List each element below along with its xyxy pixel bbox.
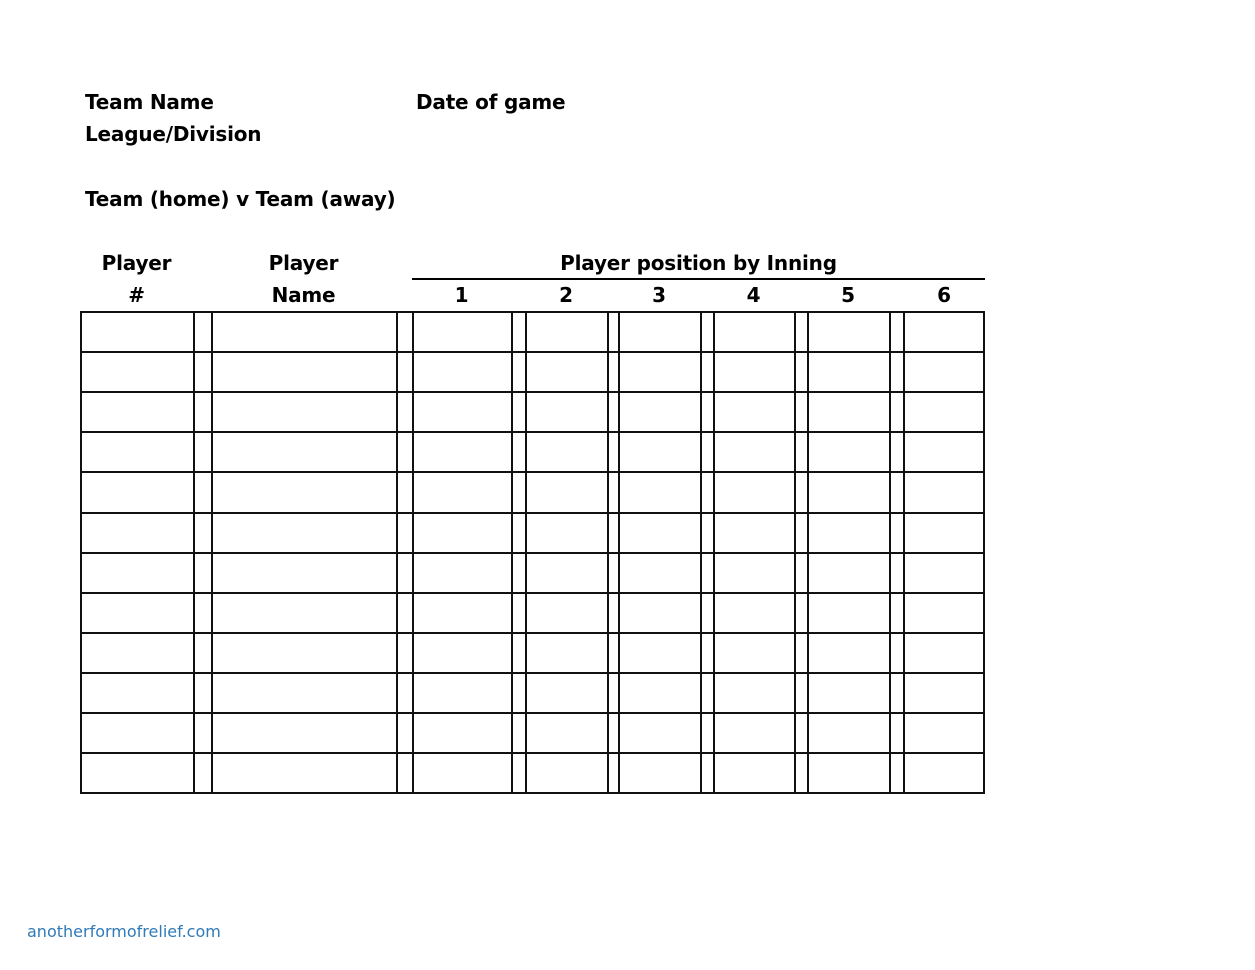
inning-3-cell[interactable] <box>620 674 700 712</box>
inning-3-cell[interactable] <box>620 514 700 552</box>
inning-4-cell[interactable] <box>715 433 794 471</box>
inning-4-cell[interactable] <box>715 554 794 592</box>
matchup-label: Team (home) v Team (away) <box>85 187 396 211</box>
player-number-header-line2: # <box>128 283 145 307</box>
inning-2-cell[interactable] <box>527 634 607 672</box>
inning-6-cell[interactable] <box>905 393 983 431</box>
inning-4-cell[interactable] <box>715 313 794 351</box>
inning-1-cell[interactable] <box>414 714 511 752</box>
inning-5-cell[interactable] <box>809 674 889 712</box>
player-number-header-line1: Player <box>101 251 172 275</box>
inning-4-cell[interactable] <box>715 754 794 792</box>
inning-5-header: 5 <box>841 283 855 307</box>
player-number-cell[interactable] <box>82 594 193 632</box>
player-name-cell[interactable] <box>213 473 396 511</box>
inning-6-cell[interactable] <box>905 674 983 712</box>
inning-6-cell[interactable] <box>905 634 983 672</box>
grid-column-line <box>511 311 513 794</box>
inning-4-cell[interactable] <box>715 514 794 552</box>
inning-5-cell[interactable] <box>809 754 889 792</box>
inning-3-cell[interactable] <box>620 313 700 351</box>
lineup-grid <box>80 311 985 792</box>
grid-column-line <box>396 311 398 794</box>
inning-5-cell[interactable] <box>809 433 889 471</box>
inning-2-cell[interactable] <box>527 674 607 712</box>
player-number-cell[interactable] <box>82 514 193 552</box>
inning-6-cell[interactable] <box>905 313 983 351</box>
inning-5-cell[interactable] <box>809 634 889 672</box>
player-name-cell[interactable] <box>213 754 396 792</box>
player-name-cell[interactable] <box>213 353 396 391</box>
inning-2-cell[interactable] <box>527 473 607 511</box>
grid-row-line <box>80 792 985 794</box>
inning-1-cell[interactable] <box>414 674 511 712</box>
inning-6-header: 6 <box>937 283 951 307</box>
grid-column-line <box>193 311 195 794</box>
inning-4-cell[interactable] <box>715 674 794 712</box>
player-number-cell[interactable] <box>82 714 193 752</box>
inning-2-cell[interactable] <box>527 754 607 792</box>
inning-1-cell[interactable] <box>414 313 511 351</box>
inning-1-cell[interactable] <box>414 754 511 792</box>
player-number-cell[interactable] <box>82 473 193 511</box>
player-number-cell[interactable] <box>82 433 193 471</box>
inning-1-cell[interactable] <box>414 634 511 672</box>
innings-group-rule <box>412 278 985 280</box>
inning-5-cell[interactable] <box>809 473 889 511</box>
inning-1-cell[interactable] <box>414 554 511 592</box>
inning-6-cell[interactable] <box>905 754 983 792</box>
player-name-header-line2: Name <box>271 283 336 307</box>
player-number-cell[interactable] <box>82 313 193 351</box>
inning-2-cell[interactable] <box>527 514 607 552</box>
grid-column-line <box>983 311 985 794</box>
inning-2-cell[interactable] <box>527 433 607 471</box>
player-name-cell[interactable] <box>213 393 396 431</box>
player-name-cell[interactable] <box>213 554 396 592</box>
inning-5-cell[interactable] <box>809 714 889 752</box>
inning-5-cell[interactable] <box>809 393 889 431</box>
inning-2-cell[interactable] <box>527 554 607 592</box>
inning-1-header: 1 <box>454 283 469 307</box>
inning-5-cell[interactable] <box>809 353 889 391</box>
inning-5-cell[interactable] <box>809 313 889 351</box>
inning-4-cell[interactable] <box>715 634 794 672</box>
grid-column-line <box>889 311 891 794</box>
inning-6-cell[interactable] <box>905 514 983 552</box>
player-name-cell[interactable] <box>213 433 396 471</box>
player-name-header-line1: Player <box>268 251 339 275</box>
player-number-cell[interactable] <box>82 634 193 672</box>
inning-3-cell[interactable] <box>620 393 700 431</box>
team-name-label: Team Name <box>85 90 214 114</box>
inning-3-header: 3 <box>652 283 666 307</box>
inning-4-cell[interactable] <box>715 353 794 391</box>
inning-5-cell[interactable] <box>809 554 889 592</box>
inning-3-cell[interactable] <box>620 754 700 792</box>
inning-1-cell[interactable] <box>414 393 511 431</box>
inning-4-cell[interactable] <box>715 714 794 752</box>
player-number-cell[interactable] <box>82 754 193 792</box>
inning-4-cell[interactable] <box>715 393 794 431</box>
inning-1-cell[interactable] <box>414 473 511 511</box>
grid-column-line <box>607 311 609 794</box>
inning-1-cell[interactable] <box>414 433 511 471</box>
watermark: anotherformofrelief.com <box>27 922 221 941</box>
inning-3-cell[interactable] <box>620 554 700 592</box>
player-name-cell[interactable] <box>213 313 396 351</box>
innings-group-header: Player position by Inning <box>560 251 837 275</box>
league-division-label: League/Division <box>85 122 262 146</box>
inning-3-cell[interactable] <box>620 473 700 511</box>
player-number-cell[interactable] <box>82 554 193 592</box>
inning-1-cell[interactable] <box>414 353 511 391</box>
player-name-cell[interactable] <box>213 594 396 632</box>
inning-5-cell[interactable] <box>809 514 889 552</box>
inning-4-header: 4 <box>746 283 761 307</box>
inning-2-cell[interactable] <box>527 393 607 431</box>
player-number-cell[interactable] <box>82 674 193 712</box>
inning-6-cell[interactable] <box>905 594 983 632</box>
inning-2-cell[interactable] <box>527 313 607 351</box>
grid-column-line <box>794 311 796 794</box>
inning-4-cell[interactable] <box>715 473 794 511</box>
inning-6-cell[interactable] <box>905 473 983 511</box>
inning-6-cell[interactable] <box>905 714 983 752</box>
inning-3-cell[interactable] <box>620 714 700 752</box>
inning-3-cell[interactable] <box>620 634 700 672</box>
inning-2-header: 2 <box>559 283 573 307</box>
date-of-game-label: Date of game <box>416 90 566 114</box>
inning-1-cell[interactable] <box>414 594 511 632</box>
player-number-cell[interactable] <box>82 353 193 391</box>
inning-5-cell[interactable] <box>809 594 889 632</box>
inning-3-cell[interactable] <box>620 433 700 471</box>
inning-2-cell[interactable] <box>527 353 607 391</box>
player-name-cell[interactable] <box>213 634 396 672</box>
player-name-cell[interactable] <box>213 674 396 712</box>
inning-3-cell[interactable] <box>620 594 700 632</box>
player-name-cell[interactable] <box>213 514 396 552</box>
grid-column-line <box>700 311 702 794</box>
inning-2-cell[interactable] <box>527 594 607 632</box>
player-name-cell[interactable] <box>213 714 396 752</box>
inning-3-cell[interactable] <box>620 353 700 391</box>
inning-6-cell[interactable] <box>905 554 983 592</box>
inning-4-cell[interactable] <box>715 594 794 632</box>
inning-2-cell[interactable] <box>527 714 607 752</box>
inning-1-cell[interactable] <box>414 514 511 552</box>
inning-6-cell[interactable] <box>905 353 983 391</box>
player-number-cell[interactable] <box>82 393 193 431</box>
inning-6-cell[interactable] <box>905 433 983 471</box>
